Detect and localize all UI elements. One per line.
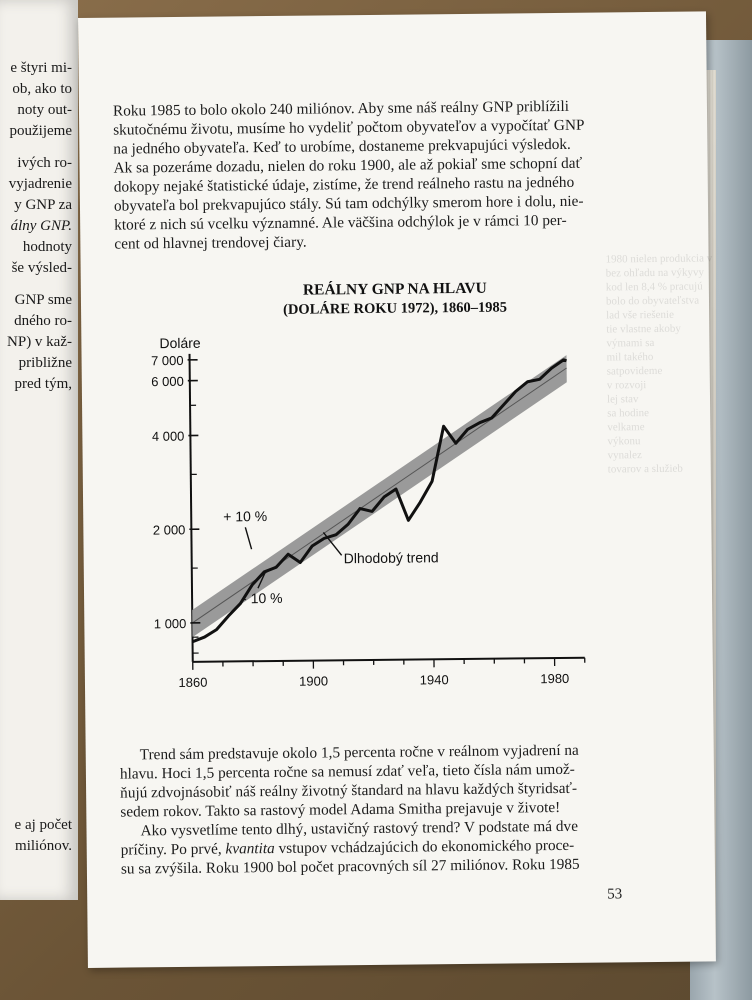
body-line: ktoré z nich sú vcelku významné. Ale väčšina odchýlok je v rámci 10 per- (114, 211, 567, 234)
body-line: su sa zvýšila. Roku 1900 bol počet pracovných síl 27 miliónov. Roku 1985 (120, 855, 580, 878)
x-tick-label: 1900 (299, 673, 329, 689)
body-line: Ako vysvetlíme tento dlhý, ustavičný rastový trend? V podstate má dve (140, 817, 579, 840)
left-page-line: dného ro- (14, 313, 72, 329)
page-number: 53 (607, 886, 623, 903)
left-page-line: GNP sme (14, 292, 72, 308)
left-page-line: ob, ako to (12, 81, 72, 97)
annotation-minus10: - 10 % (242, 589, 283, 607)
body-line: na jedného obyvateľa. Keď to urobíme, dostaneme prekvapujúci výsledok. (113, 135, 571, 158)
y-tick-label: 7 000 (151, 352, 184, 369)
x-ticks (178, 658, 585, 690)
body-line: obyvateľa bol prekvapujúco stály. Sú tam odchýlky smerom hore i dolu, nie- (113, 192, 584, 215)
x-tick-label: 1980 (540, 670, 570, 687)
left-page-line: ivých ro- (17, 155, 72, 171)
gnp-chart (151, 318, 595, 718)
left-page-line: e aj počet (14, 817, 72, 833)
left-page-line: vyjadrenie (8, 176, 72, 192)
left-page-line: álny GNP. (10, 218, 72, 234)
x-tick-label: 1940 (419, 672, 449, 688)
body-line: Roku 1985 to bolo okolo 240 miliónov. Aby sme náš reálny GNP priblížili (112, 97, 570, 120)
body-line: príčiny. Po prvé, kvantita vstupov vchádzajúcich do ekonomického proce- (120, 836, 575, 859)
body-line: sedem rokov. Takto sa rastový model Adama Smitha prejavuje v živote! (120, 798, 561, 821)
left-page-line: pred tým, (14, 376, 72, 392)
left-page-line: y GNP za (14, 197, 72, 213)
left-page-line: miliónov. (15, 838, 72, 854)
x-axis (193, 658, 585, 662)
chart-title: REÁLNY GNP NA HLAVU (302, 279, 487, 299)
left-page-line: noty out- (17, 102, 72, 118)
left-page-line: hodnoty (22, 239, 72, 255)
y-tick-label: 1 000 (153, 616, 187, 632)
body-line: hlavu. Hoci 1,5 percenta ročne sa nemusí zdať veľa, tieto čísla nám umož- (119, 760, 575, 783)
body-line: Trend sám predstavuje okolo 1,5 percenta ročne v reálnom vyjadrení na (139, 741, 579, 764)
body-line: cent od hlavnej trendovej čiary. (114, 233, 307, 253)
gnp-chart-svg (151, 318, 595, 713)
left-page-line: približne (18, 355, 72, 371)
chart-subtitle: (DOLÁRE ROKU 1972), 1860–1985 (282, 299, 508, 318)
y-tick-label: 4 000 (151, 428, 185, 444)
left-page-line: še výsled- (11, 260, 72, 276)
bleed-through-text: 1980 nielen produkcia v bez ohľadu na výkyvy kod len 8,4 % pracujú bolo do obyvateľstva lad vše riešenie tie vlastne akoby výmami sa mil takého satpovideme v rozvoji lej stav sa hodine velkame výkonu vynalez tovarov a služieb (605, 252, 713, 476)
body-line: skutočnému životu, musíme ho vydeliť počtom obyvateľov a vypočítať GNP (113, 116, 585, 139)
emphasis-text: kvantita (225, 839, 275, 858)
x-tick-label: 1860 (178, 674, 208, 690)
body-line: dokopy nejaké štatistické údaje, zistíme, že trend reálneho rastu na jedného (113, 173, 575, 196)
annotation-plus10: + 10 % (223, 508, 268, 525)
y-axis-label: Doláre (159, 334, 201, 352)
left-page-line: použijeme (9, 123, 72, 139)
body-line: Ak sa pozeráme dozadu, nielen do roku 1900, ale až pokiaľ sme schopní dať (113, 154, 583, 177)
book-page (78, 11, 716, 968)
annotation-plus10-pointer (245, 527, 251, 549)
annotation-trend: Dlhodobý trend (343, 549, 439, 567)
y-tick-label: 2 000 (152, 522, 186, 538)
body-line: ňujú zdvojnásobiť náš reálny životný štandard na hlavu každých štyridsať- (120, 779, 578, 802)
y-tick-label: 6 000 (151, 373, 184, 390)
y-ticks (151, 353, 200, 654)
left-page-line: e štyri mi- (10, 60, 72, 76)
left-page-line: NP) v kaž- (7, 334, 72, 350)
left-page (0, 0, 78, 900)
